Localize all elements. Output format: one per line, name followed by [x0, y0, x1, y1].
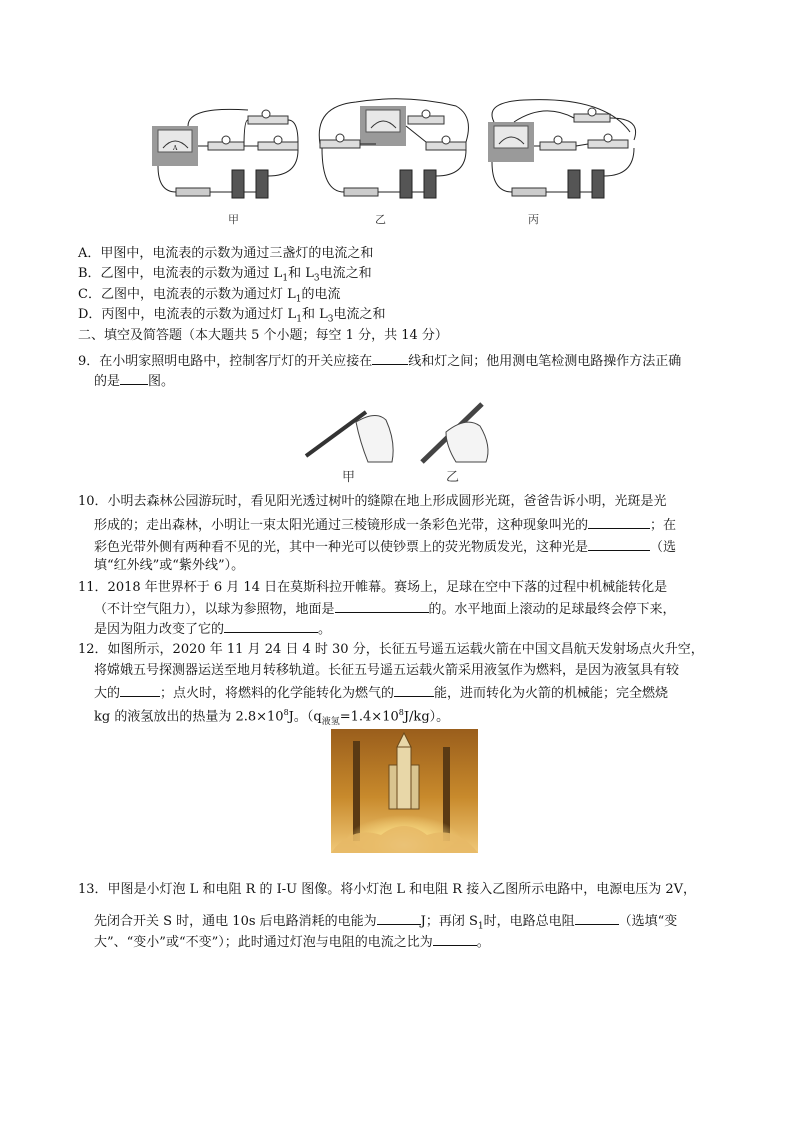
question-12-line-3: 大的 ；点火时，将燃料的化学能转化为燃气的 能，进而转化为火箭的机械能；完全燃烧 — [94, 682, 668, 704]
figure-label-bing: 丙 — [528, 213, 539, 226]
test-pen-figure — [296, 392, 496, 468]
battery-1 — [232, 170, 244, 198]
answer-blank[interactable] — [588, 536, 650, 551]
question-10-line-3: 彩色光带外侧有两种看不见的光，其中一种光可以使钞票上的荧光物质发光，这种光是 （选 — [94, 536, 676, 558]
option-b-text: B．乙图中，电流表的示数为通过 L — [78, 266, 283, 281]
answer-blank[interactable] — [120, 682, 160, 697]
question-13-line-3: 大”、“变小”或“不变”）；此时通过灯泡与电阻的电流之比为 。 — [94, 931, 490, 953]
answer-blank[interactable] — [372, 350, 408, 365]
question-11-line-3: 是因为阻力改变了它的 。 — [94, 618, 331, 640]
switch — [176, 188, 210, 196]
answer-blank[interactable] — [224, 618, 318, 633]
question-13-line-1: 13．甲图是小灯泡 L 和电阻 R 的 I-U 图像。将小灯泡 L 和电阻 R 接入乙图所示电路中，电源电压为 2V， — [78, 882, 696, 897]
lamp-l2 — [262, 110, 270, 118]
battery-2 — [256, 170, 268, 198]
option-c-text: C．乙图中，电流表的示数为通过灯 L — [78, 287, 296, 302]
question-12-line-2: 将嫦娥五号探测器运送至地月转移轨道。长征五号遥五运载火箭采用液氢作为燃料，是因为液氢具有较 — [94, 663, 680, 678]
question-10-line-2: 形成的；走出森林，小明让一束太阳光通过三棱镜形成一条彩色光带，这种现象叫光的 ；在 — [94, 514, 676, 536]
question-12-line-1: 12．如图所示，2020 年 11 月 24 日 4 时 30 分，长征五号遥五运载火箭在中国文昌航天发射场点火升空， — [78, 642, 704, 657]
option-d: D．丙图中，电流表的示数为通过灯 $L_1$和 $L_3$电流之和 — [78, 307, 386, 325]
figure-label-yi: 乙 — [375, 213, 386, 226]
question-9-line-2: 的是 图。 — [94, 370, 174, 392]
lamp-l3 — [274, 136, 282, 144]
option-a: A．甲图中，电流表的示数为通过三盏灯的电流之和 — [78, 246, 374, 261]
question-10-line-1: 10．小明去森林公园游玩时，看见阳光透过树叶的缝隙在地上形成圆形光斑，爸爸告诉小明，光斑是光 — [78, 494, 667, 509]
answer-blank[interactable] — [377, 910, 421, 925]
section-heading: 二、填空及简答题（本大题共 5 个小题；每空 1 分，共 14 分） — [78, 328, 448, 343]
answer-blank[interactable] — [433, 931, 477, 946]
answer-blank[interactable] — [588, 514, 650, 529]
question-12-line-4: kg 的液氢放出的热量为 $2.8\times 10^8J$。$(q_{液氢}=1.4\times 10^8J/kg)$。 — [94, 708, 450, 727]
lamp-l2 — [422, 110, 430, 118]
question-11-line-2: （不计空气阻力），以球为参照物，地面是 的。水平地面上滚动的足球最终会停下来， — [94, 598, 676, 620]
option-c: C．乙图中，电流表的示数为通过灯 $L_1$的电流 — [78, 287, 341, 305]
answer-blank[interactable] — [335, 598, 429, 613]
question-9-line-1: 9．在小明家照明电路中，控制客厅灯的开关应接在 线和灯之间；他用测电笔检测电路操作方法正确 — [78, 350, 681, 372]
question-11-line-1: 11．2018 年世界杯于 6 月 14 日在莫斯科拉开帷幕。赛场上，足球在空中下落的过程中机械能转化是 — [78, 580, 668, 595]
rocket-launch-photo — [331, 729, 478, 853]
question-13-line-2: 先闭合开关 S 时，通电 10s 后电路消耗的电能为 J；再闭 $S_1$时，电路总电阻 （选填“变 — [94, 910, 677, 937]
answer-blank[interactable] — [394, 682, 434, 697]
circuit-diagram-yi — [316, 96, 476, 206]
figure-label-jia: 甲 — [228, 213, 239, 226]
lamp-l2 — [604, 134, 612, 142]
lamp-l1 — [336, 134, 344, 142]
answer-blank[interactable] — [575, 910, 619, 925]
lamp-l3 — [588, 108, 596, 116]
option-d-text: D．丙图中，电流表的示数为通过灯 L — [78, 307, 297, 322]
test-pen-jia — [306, 412, 366, 456]
question-10-line-4: 填“红外线”或“紫外线”）。 — [94, 558, 245, 573]
hand-yi — [446, 422, 488, 462]
circuit-diagram-jia — [148, 96, 308, 206]
pen-label-jia: 甲 — [342, 470, 356, 485]
pen-label-yi: 乙 — [446, 470, 460, 485]
lamp-l1 — [222, 136, 230, 144]
circuit-diagram-bing — [484, 96, 644, 206]
hand-jia — [356, 415, 393, 462]
option-b: B．乙图中，电流表的示数为通过 $L_1$和 $L_3$电流之和 — [78, 266, 372, 284]
answer-blank[interactable] — [120, 370, 148, 385]
lamp-l3 — [442, 136, 450, 144]
lamp-l1 — [554, 136, 562, 144]
ammeter-mark: A — [173, 145, 178, 152]
